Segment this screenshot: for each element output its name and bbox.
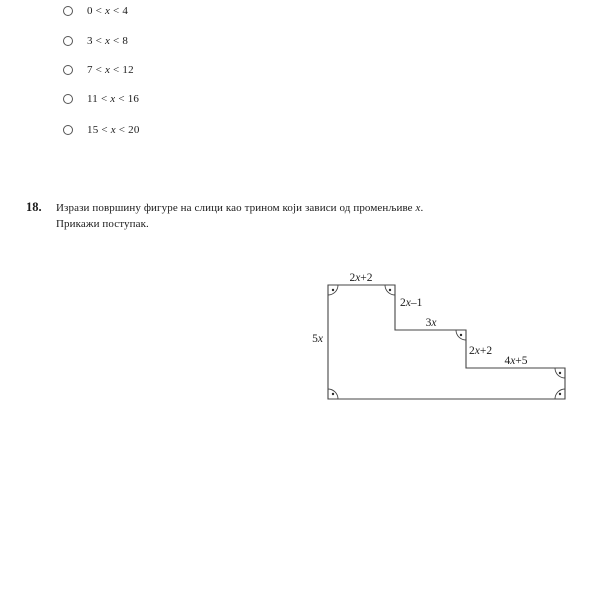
option-text-var: x: [105, 5, 111, 17]
side-label-step2-top: 3x: [425, 317, 437, 329]
side-label-top: 2x+2: [349, 272, 373, 284]
question-line1-text: Изрази површину фигуре на слици као трином који зависи од променљиве: [56, 202, 416, 214]
option-text-before: 11 <: [87, 93, 111, 105]
option-text-var: x: [110, 93, 116, 105]
option-text-before: 3 <: [87, 35, 106, 47]
option-row: [63, 34, 128, 48]
radio-button[interactable]: [63, 6, 73, 16]
right-angle-arcs: [328, 285, 565, 399]
option-label: [87, 64, 134, 76]
side-label-left: 5x: [312, 333, 323, 345]
option-text-after: < 12: [110, 64, 134, 76]
side-label-step1: 2x–1: [400, 297, 423, 309]
option-row: [63, 92, 139, 106]
option-text-before: 7 <: [87, 64, 106, 76]
option-label: [87, 93, 139, 105]
staircase-figure: [296, 262, 588, 410]
question-number: 18.: [26, 200, 42, 214]
option-text-after: < 20: [115, 124, 140, 136]
radio-button[interactable]: [63, 36, 73, 46]
option-text-after: < 16: [115, 93, 140, 105]
option-text-before: 15 <: [87, 124, 111, 136]
option-text-var: x: [105, 64, 111, 76]
side-label-step2: 2x+2: [469, 345, 493, 357]
option-text-after: < 8: [110, 35, 129, 47]
option-text-var: x: [110, 124, 116, 136]
radio-button[interactable]: [63, 94, 73, 104]
option-text-after: < 4: [110, 5, 129, 17]
right-angle-dot: [460, 334, 462, 336]
option-label: [87, 124, 140, 136]
right-angle-dot: [389, 289, 391, 291]
question-line1-var: x: [415, 202, 421, 214]
option-text-before: 0 <: [87, 5, 106, 17]
right-angle-dot: [559, 393, 561, 395]
option-label: [87, 35, 128, 47]
right-angle-dot: [559, 372, 561, 374]
question-line1-period: .: [420, 202, 424, 214]
question-text: [56, 201, 456, 232]
right-angle-dot: [332, 289, 334, 291]
radio-button[interactable]: [63, 65, 73, 75]
staircase-polygon: [328, 285, 565, 399]
right-angle-dot: [332, 393, 334, 395]
option-row: [63, 123, 140, 137]
option-text-var: x: [105, 35, 111, 47]
side-label-step3-top: 4x+5: [504, 355, 528, 367]
right-angle-dots: [332, 289, 561, 395]
option-label: [87, 5, 128, 17]
question-line-2: Прикажи поступак.: [56, 217, 149, 230]
radio-button[interactable]: [63, 125, 73, 135]
question-line-1: [56, 201, 456, 217]
option-row: [63, 4, 128, 18]
option-row: [63, 63, 134, 77]
